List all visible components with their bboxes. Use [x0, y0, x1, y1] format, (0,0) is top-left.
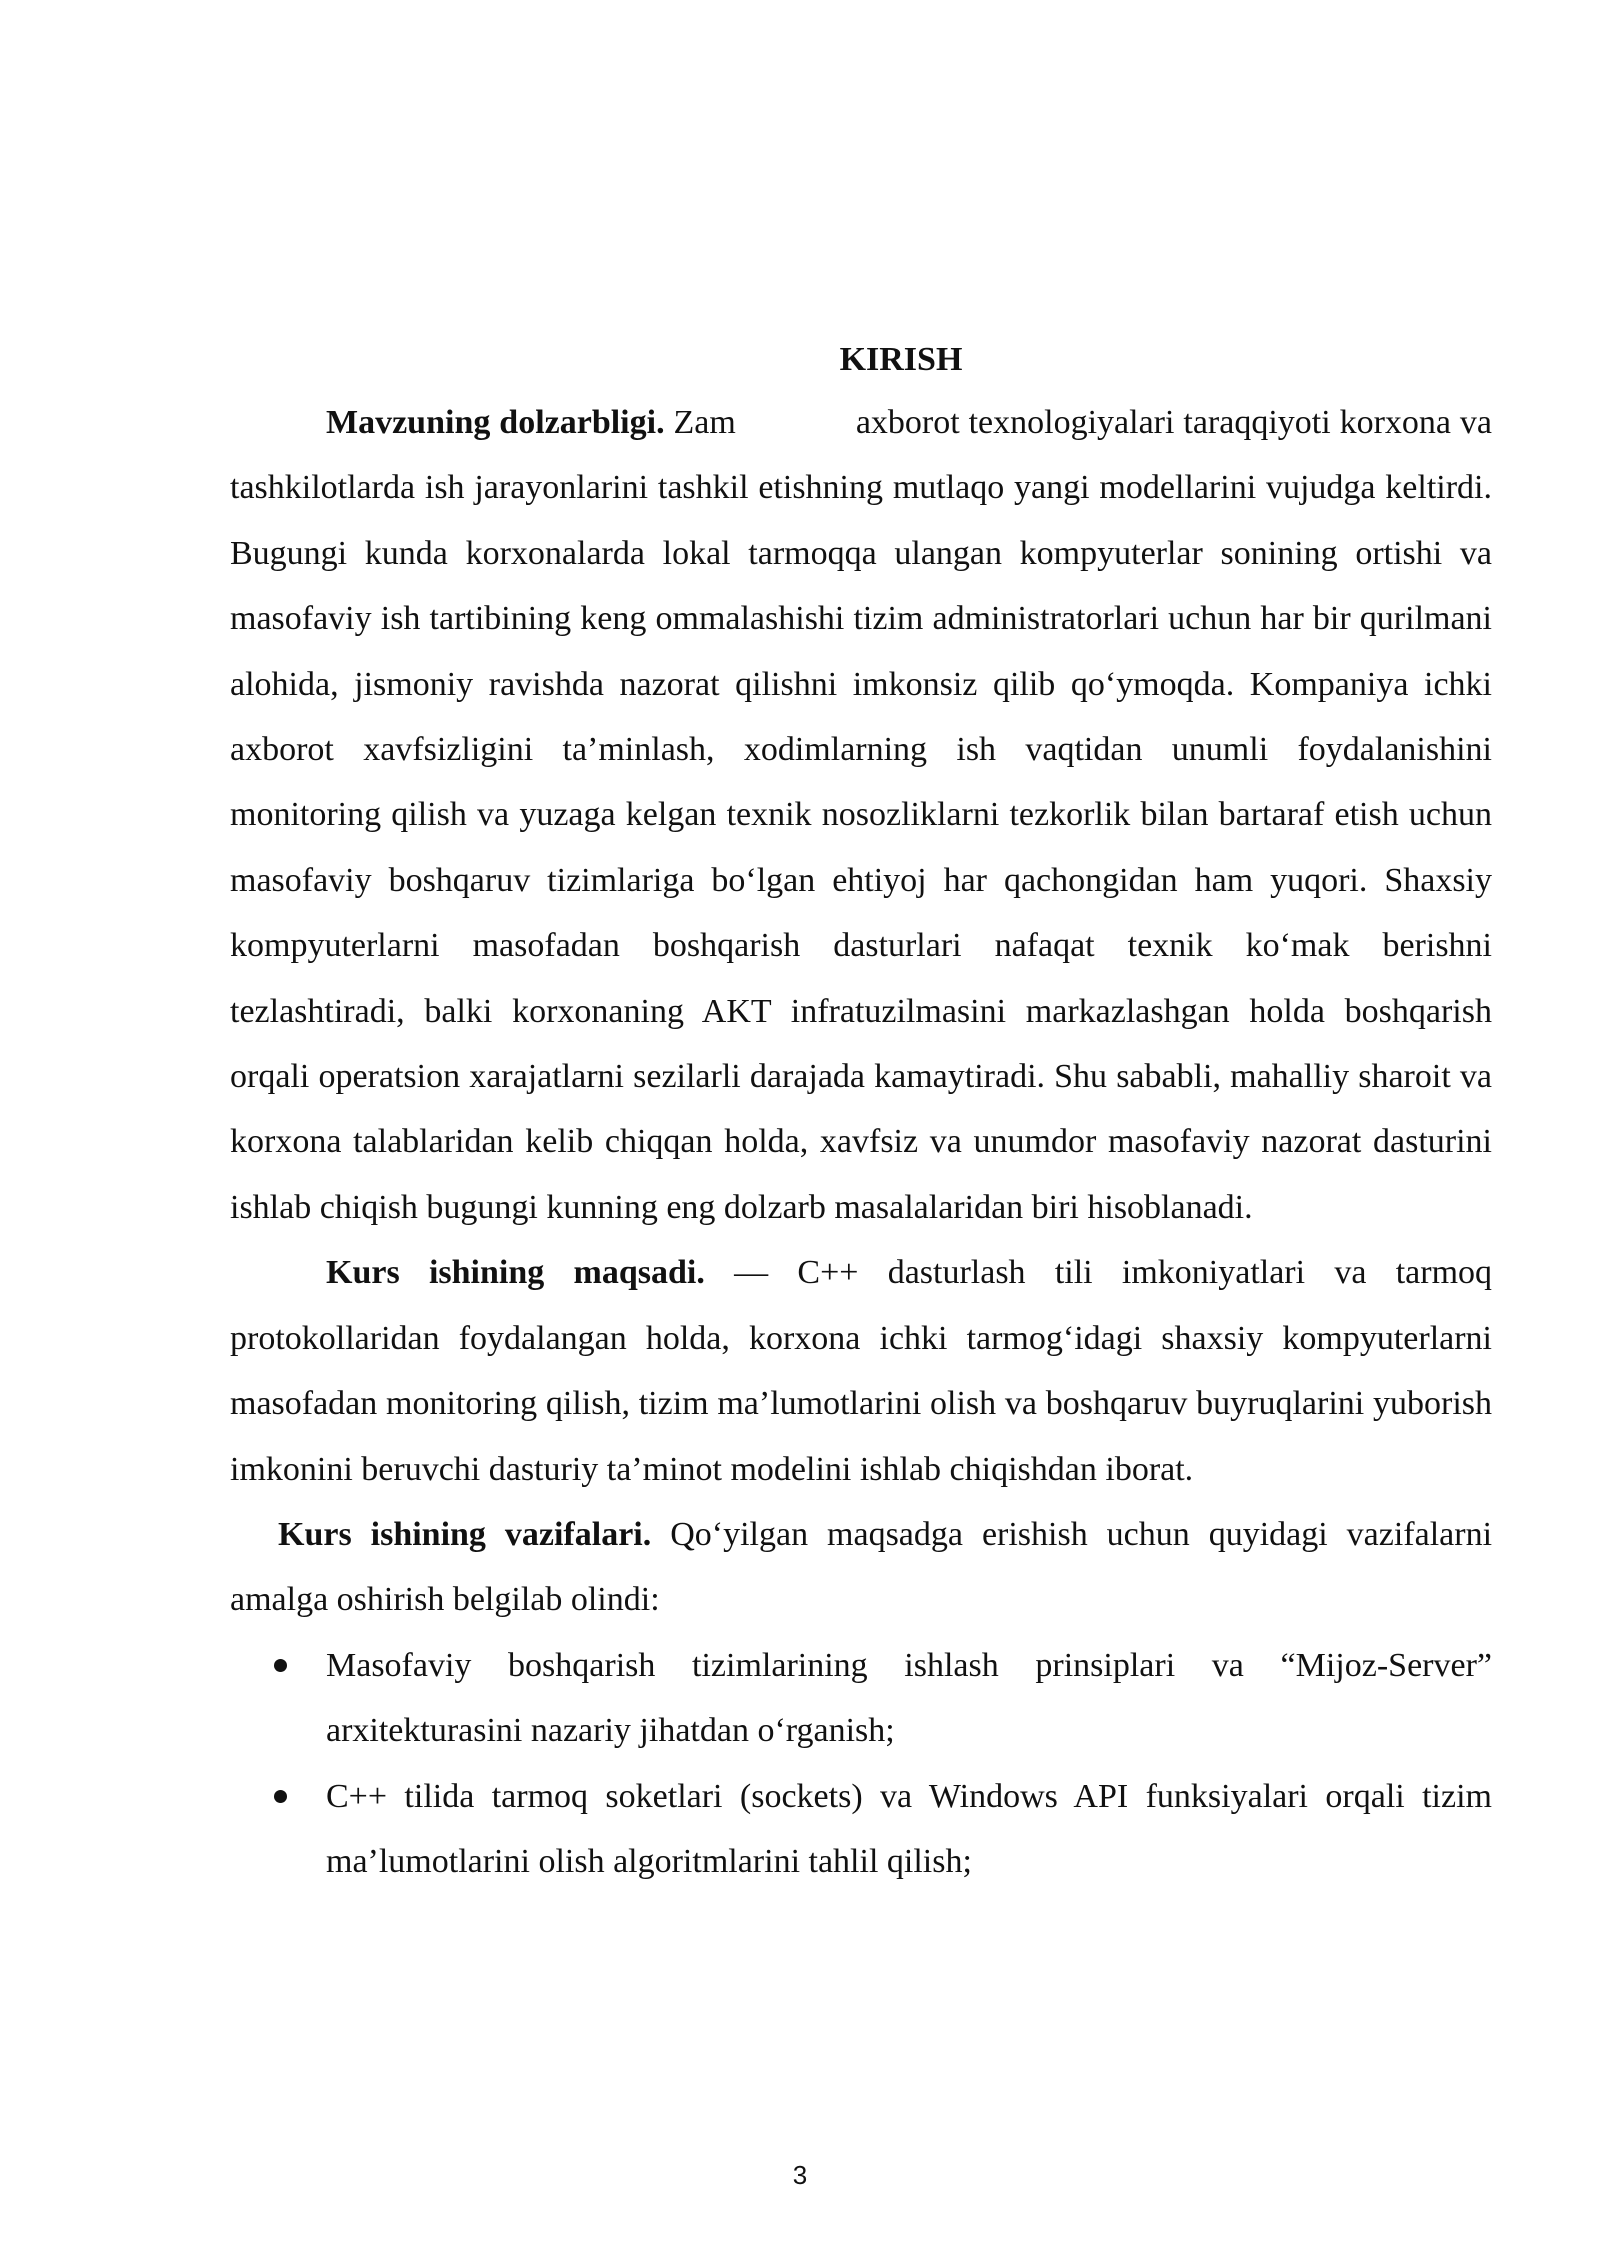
- goal-paragraph: [230, 1240, 1492, 1502]
- tasks-lead: Kurs ishining vazifalari.: [278, 1515, 652, 1553]
- relevance-text: axborot texnologiyalari taraqqiyoti korxona va tashkilotlarda ish jarayonlarini tashkil etishning mutlaqo yangi modellarini vujudga keltirdi. Bugungi kunda korxonalarda lokal tarmoqqa ulangan kompyuterlar sonining ortishi va masofaviy ish tartibining keng ommalashishi tizim administratorlari uchun har bir qurilmani alohida, jismoniy ravishda nazorat qilishni imkonsiz qilib qo‘ymoqda. Kompaniya ichki axborot xavfsizligini ta’minlash, xodimlarning ish vaqtidan unumli foydalanishini monitoring qilish va yuzaga kelgan texnik nosozliklarni tezkorlik bilan bartaraf etish uchun masofaviy boshqaruv tizimlariga bo‘lgan ehtiyoj har qachongidan ham yuqori. Shaxsiy kompyuterlarni masofadan boshqarish dasturlari nafaqat texnik ko‘mak berishni tezlashtiradi, balki korxonaning AKT infratuzilmasini markazlashgan holda boshqarish orqali operatsion xarajatlarni sezilarli darajada kamaytiradi. Shu sababli, mahalliy sharoit va korxona talablaridan kelib chiqqan holda, xavfsiz va unumdor masofaviy nazorat dasturini ishlab chiqish bugungi kunning eng dolzarb masalalaridan biri hisoblanadi.: [230, 404, 1493, 1226]
- section-title: KIRISH: [839, 341, 963, 378]
- list-item-text: C++ tilida tarmoq soketlari (sockets) va Windows API funksiyalari orqali tizim ma’lumotlarini olish algoritmlarini tahlil qilish;: [326, 1777, 1492, 1880]
- bullet-icon: [274, 1790, 287, 1803]
- document-page: [230, 330, 1492, 1894]
- goal-text: — C++ dasturlash tili imkoniyatlari va tarmoq protokollaridan foydalangan holda, korxona ichki tarmog‘idagi shaxsiy kompyuterlarni masofadan monitoring qilish, tizim ma’lumotlarini olish va boshqaruv buyruqlarini yuborish imkonini beruvchi dasturiy ta’minot modelini ishlab chiqishdan iborat.: [230, 1254, 1493, 1488]
- relevance-paragraph: [230, 390, 1492, 1240]
- list-item-text: Masofaviy boshqarish tizimlarining ishlash prinsiplari va “Mijoz-Server” arxitekturasini nazariy jihatdan o‘rganish;: [326, 1646, 1492, 1750]
- relevance-text-start: Zam: [673, 404, 736, 441]
- bullet-icon: [274, 1659, 287, 1672]
- page-number: 3: [792, 2160, 808, 2190]
- goal-lead: Kurs ishining maqsadi.: [326, 1254, 705, 1292]
- relevance-lead: Mavzuning dolzarbligi.: [326, 404, 665, 441]
- tasks-list: [230, 1633, 1492, 1895]
- tasks-text: Qo‘yilgan maqsadga erishish uchun quyidagi vazifalarni amalga oshirish belgilab olindi:: [230, 1515, 1493, 1619]
- list-item: [230, 1764, 1492, 1895]
- list-item: [230, 1633, 1492, 1764]
- tasks-paragraph: [230, 1502, 1492, 1633]
